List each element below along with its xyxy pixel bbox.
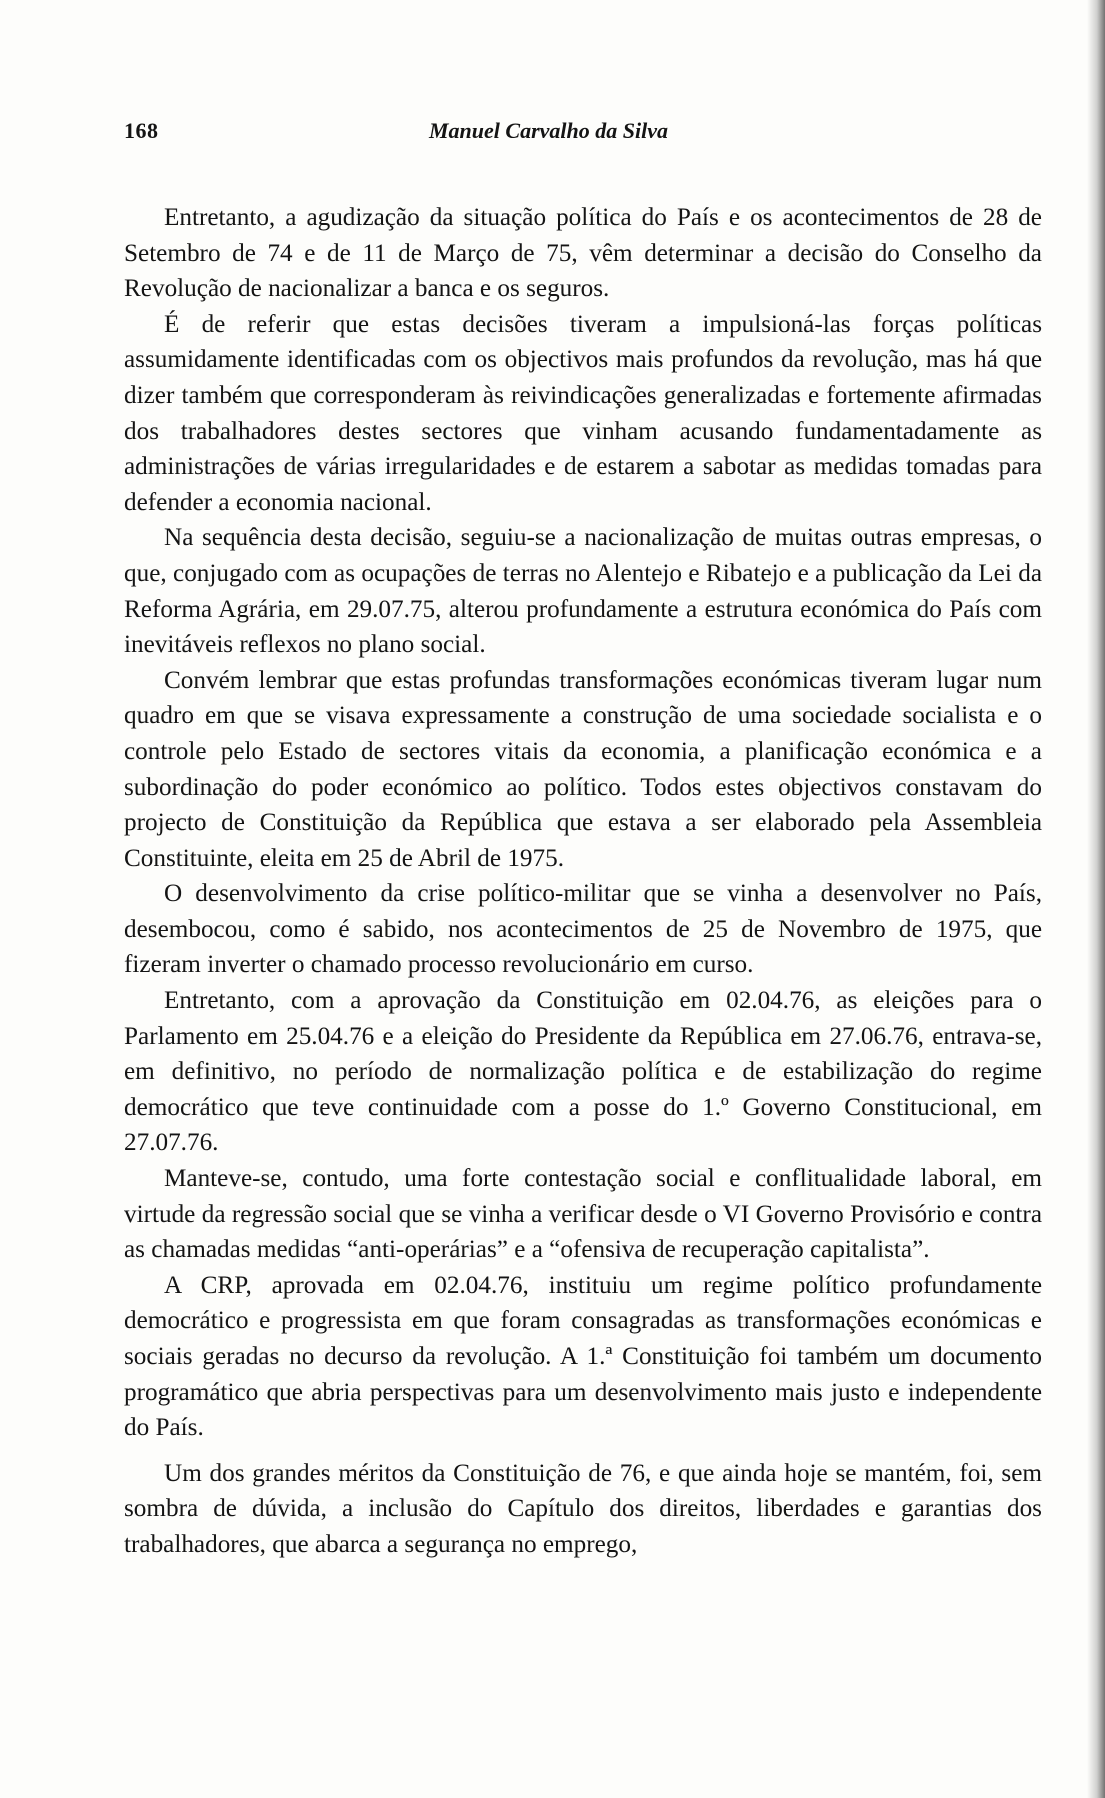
page-edge-shadow — [1087, 0, 1105, 1798]
paragraph: Na sequência desta decisão, seguiu-se a nacionalização de muitas outras empresas, o que, conjugado com as ocupações de terras no Alentejo e Ribatejo e a publicação da Lei da Reforma Agrária, em 29.07.75, alterou profundamente a estrutura económica do País com inevitáveis reflexos no plano social. — [124, 524, 1042, 659]
paragraph: O desenvolvimento da crise político-militar que se vinha a desenvolver no País, desembocou, como é sabido, nos acontecimentos de 25 de Novembro de 1975, que fizeram inverter o chamado processo revolucionário em curso. — [124, 880, 1042, 979]
paragraph: É de referir que estas decisões tiveram a impulsioná-las forças políticas assumidamente identificadas com os objectivos mais profundos da revolução, mas há que dizer também que corresponderam às reivindicações generalizadas e fortemente afirmadas dos trabalhadores destes sectores que vinham acusando fundamentadamente as administrações de várias irregularidades e de estarem a sabotar as medidas tomadas para defender a economia nacional. — [124, 310, 1042, 516]
paragraph: Entretanto, com a aprovação da Constituição em 02.04.76, as eleições para o Parlamento em 25.04.76 e a eleição do Presidente da República em 27.06.76, entrava-se, em definitivo, no período de normalização política e de estabilização do regime democrático que teve continuidade com a posse do 1.º Governo Constitucional, em 27.07.76. — [124, 987, 1042, 1157]
paragraph: A CRP, aprovada em 02.04.76, instituiu um regime político profundamente democrático e progressista em que foram consagradas as transformações económicas e sociais geradas no decurso da revolução. A 1.ª Constituição foi também um documento programático que abria perspectivas para um desenvolvimento mais justo e independente do País. — [124, 1271, 1042, 1442]
paragraph: Convém lembrar que estas profundas transformações económicas tiveram lugar num quadro em que se visava expressamente a construção de uma sociedade socialista e o controle pelo Estado de sectores vitais da economia, a planificação económica e a subordinação do poder económico ao político. Todos estes objectivos constavam do projecto de Constituição da República que estava a ser elaborado pela Assembleia Constituinte, eleita em 25 de Abril de 1975. — [124, 666, 1042, 872]
body-text — [124, 200, 1042, 1563]
page-header — [124, 118, 1044, 150]
paragraph: Um dos grandes méritos da Constituição de 76, e que ainda hoje se mantém, foi, sem sombra de dúvida, a inclusão do Capítulo dos direitos, liberdades e garantias dos trabalhadores, que abarca a segurança no emprego, — [124, 1459, 1042, 1558]
running-head-author: Manuel Carvalho da Silva — [429, 118, 668, 143]
paragraph: Entretanto, a agudização da situação política do País e os acontecimentos de 28 de Setembro de 74 e de 11 de Março de 75, vêm determinar a decisão do Conselho da Revolução de nacionalizar a banca e os seguros. — [124, 204, 1042, 303]
paragraph: Manteve-se, contudo, uma forte contestação social e conflitualidade laboral, em virtude da regressão social que se vinha a verificar desde o VI Governo Provisório e contra as chamadas medidas “anti-operárias” e a “ofensiva de recuperação capitalista”. — [124, 1165, 1042, 1264]
page-number: 168 — [124, 118, 159, 143]
